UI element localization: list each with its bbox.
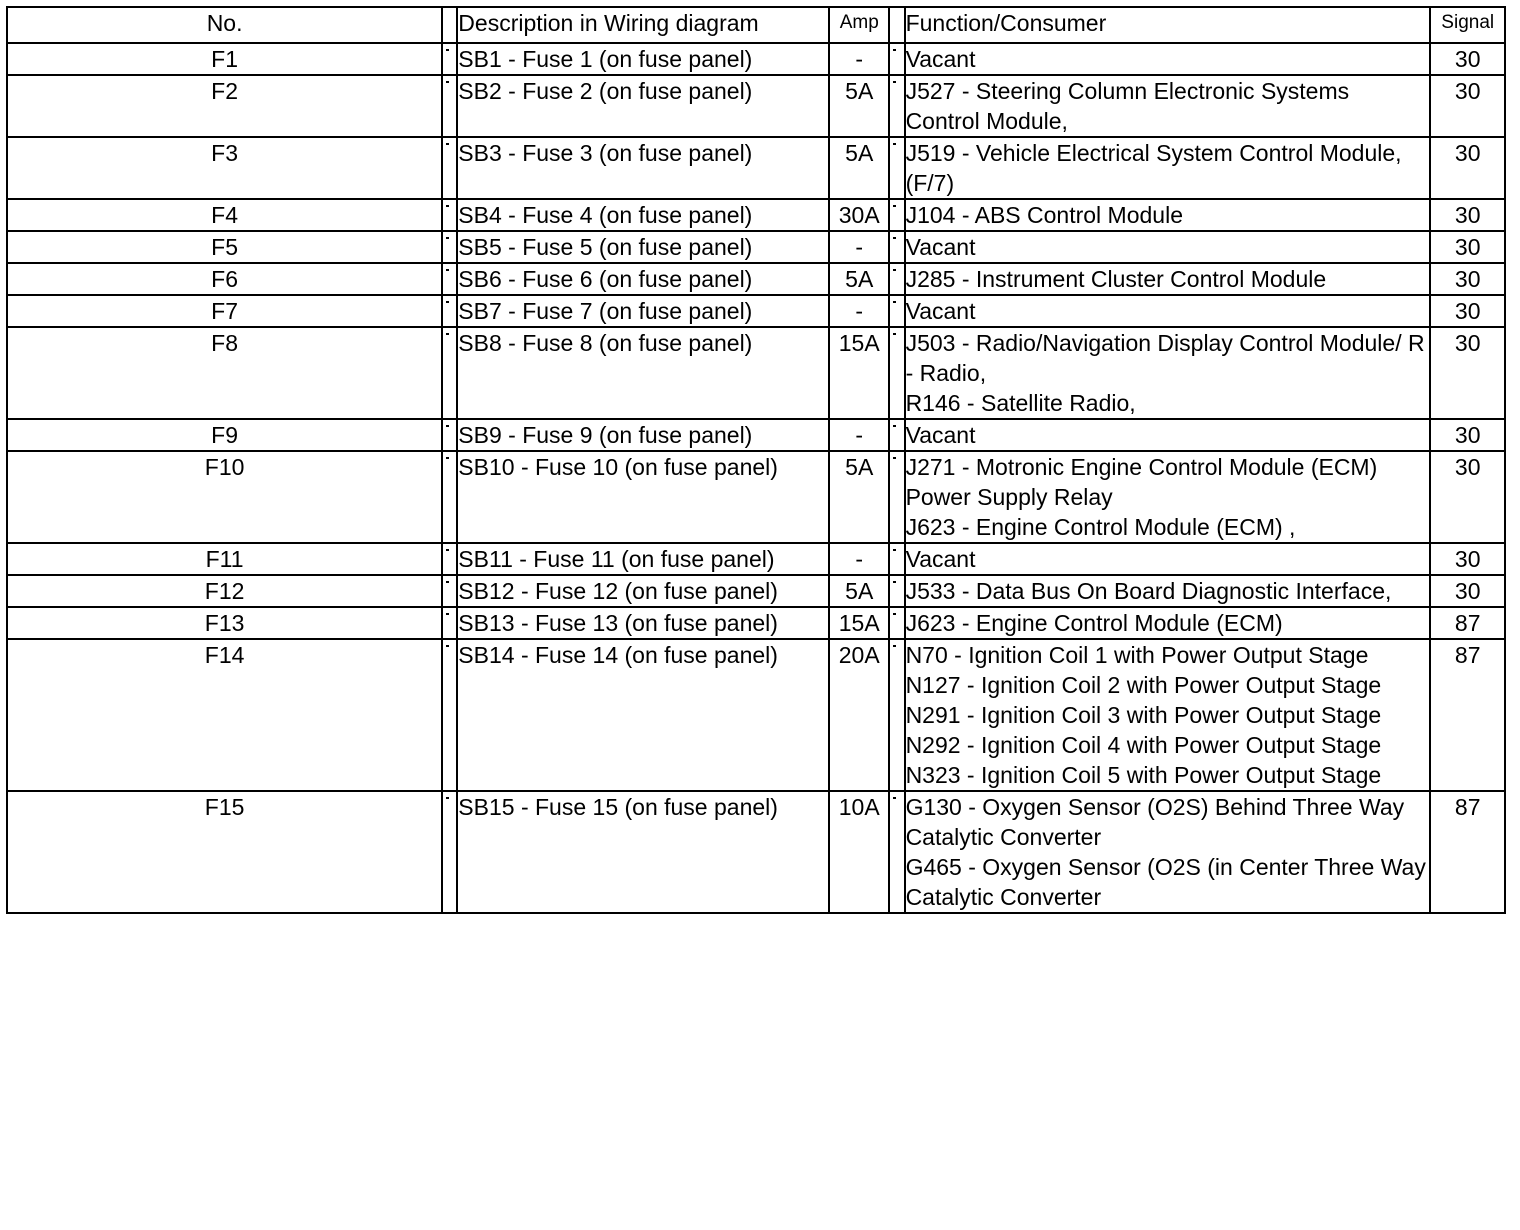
cell-no: F13 <box>7 607 442 639</box>
cell-description: SB3 - Fuse 3 (on fuse panel) <box>457 137 829 199</box>
tick-mark <box>893 645 896 647</box>
cell-signal: 30 <box>1430 199 1505 231</box>
table-row <box>7 137 1505 199</box>
cell-function <box>905 43 1431 75</box>
row-spacer <box>442 137 457 199</box>
cell-amp: - <box>829 543 889 575</box>
cell-description: SB5 - Fuse 5 (on fuse panel) <box>457 231 829 263</box>
cell-function <box>905 231 1431 263</box>
cell-no: F6 <box>7 263 442 295</box>
tick-mark <box>893 425 896 427</box>
tick-mark <box>893 457 896 459</box>
cell-function <box>905 263 1431 295</box>
cell-description: SB9 - Fuse 9 (on fuse panel) <box>457 419 829 451</box>
table-row <box>7 263 1505 295</box>
tick-mark <box>446 49 449 51</box>
cell-signal: 87 <box>1430 607 1505 639</box>
cell-description: SB7 - Fuse 7 (on fuse panel) <box>457 295 829 327</box>
row-spacer <box>442 575 457 607</box>
cell-description: SB11 - Fuse 11 (on fuse panel) <box>457 543 829 575</box>
cell-signal: 30 <box>1430 263 1505 295</box>
function-line: J503 - Radio/Navigation Display Control Module/ R - Radio, <box>905 330 1425 386</box>
row-spacer <box>889 791 904 913</box>
cell-no: F7 <box>7 295 442 327</box>
tick-mark <box>893 797 896 799</box>
cell-no: F15 <box>7 791 442 913</box>
function-line: Vacant <box>905 234 976 260</box>
row-spacer <box>442 43 457 75</box>
tick-mark <box>446 143 449 145</box>
tick-mark <box>893 269 896 271</box>
table-row <box>7 575 1505 607</box>
cell-signal: 87 <box>1430 791 1505 913</box>
fuse-table <box>6 6 1506 914</box>
cell-function <box>905 639 1431 791</box>
cell-signal: 30 <box>1430 543 1505 575</box>
row-spacer <box>889 75 904 137</box>
table-row <box>7 607 1505 639</box>
header-signal: Signal <box>1430 7 1505 43</box>
cell-description: SB15 - Fuse 15 (on fuse panel) <box>457 791 829 913</box>
row-spacer <box>889 43 904 75</box>
function-line: J623 - Engine Control Module (ECM) , <box>905 514 1296 540</box>
cell-amp: - <box>829 419 889 451</box>
cell-no: F5 <box>7 231 442 263</box>
tick-mark <box>893 333 896 335</box>
cell-description: SB1 - Fuse 1 (on fuse panel) <box>457 43 829 75</box>
function-line: Vacant <box>905 46 976 72</box>
row-spacer <box>889 263 904 295</box>
cell-no: F4 <box>7 199 442 231</box>
cell-signal: 87 <box>1430 639 1505 791</box>
cell-no: F1 <box>7 43 442 75</box>
tick-mark <box>446 613 449 615</box>
tick-mark <box>893 613 896 615</box>
cell-function <box>905 137 1431 199</box>
cell-amp: 15A <box>829 607 889 639</box>
function-line: N291 - Ignition Coil 3 with Power Output Stage <box>905 702 1382 728</box>
function-line: J623 - Engine Control Module (ECM) <box>905 610 1283 636</box>
function-line: Vacant <box>905 546 976 572</box>
row-spacer <box>442 75 457 137</box>
row-spacer <box>442 263 457 295</box>
row-spacer <box>442 419 457 451</box>
cell-description: SB4 - Fuse 4 (on fuse panel) <box>457 199 829 231</box>
header-no: No. <box>7 7 442 43</box>
tick-mark <box>893 581 896 583</box>
cell-signal: 30 <box>1430 575 1505 607</box>
cell-signal: 30 <box>1430 75 1505 137</box>
table-row <box>7 451 1505 543</box>
function-line: J519 - Vehicle Electrical System Control Module, (F/7) <box>905 140 1402 196</box>
row-spacer <box>889 295 904 327</box>
cell-description: SB6 - Fuse 6 (on fuse panel) <box>457 263 829 295</box>
tick-mark <box>446 549 449 551</box>
function-line: J533 - Data Bus On Board Diagnostic Interface, <box>905 578 1392 604</box>
tick-mark <box>893 549 896 551</box>
row-spacer <box>442 327 457 419</box>
cell-no: F11 <box>7 543 442 575</box>
cell-signal: 30 <box>1430 231 1505 263</box>
cell-function <box>905 199 1431 231</box>
tick-mark <box>446 81 449 83</box>
function-line: N70 - Ignition Coil 1 with Power Output Stage <box>905 642 1369 668</box>
tick-mark <box>446 645 449 647</box>
tick-mark <box>893 237 896 239</box>
row-spacer <box>889 327 904 419</box>
cell-amp: - <box>829 231 889 263</box>
row-spacer <box>889 575 904 607</box>
cell-amp: 15A <box>829 327 889 419</box>
row-spacer <box>442 607 457 639</box>
cell-signal: 30 <box>1430 43 1505 75</box>
cell-amp: 5A <box>829 575 889 607</box>
cell-function <box>905 575 1431 607</box>
cell-description: SB13 - Fuse 13 (on fuse panel) <box>457 607 829 639</box>
tick-mark <box>446 237 449 239</box>
cell-no: F3 <box>7 137 442 199</box>
cell-description: SB10 - Fuse 10 (on fuse panel) <box>457 451 829 543</box>
table-row <box>7 43 1505 75</box>
cell-description: SB8 - Fuse 8 (on fuse panel) <box>457 327 829 419</box>
cell-function <box>905 543 1431 575</box>
function-line: G130 - Oxygen Sensor (O2S) Behind Three Way Catalytic Converter <box>905 794 1405 850</box>
tick-mark <box>446 797 449 799</box>
tick-mark <box>446 581 449 583</box>
tick-mark <box>893 49 896 51</box>
table-row <box>7 327 1505 419</box>
function-line: N292 - Ignition Coil 4 with Power Output Stage <box>905 732 1382 758</box>
header-spacer <box>889 7 904 43</box>
cell-description: SB2 - Fuse 2 (on fuse panel) <box>457 75 829 137</box>
cell-function <box>905 75 1431 137</box>
table-row <box>7 639 1505 791</box>
tick-mark <box>446 425 449 427</box>
function-line: J527 - Steering Column Electronic Systems Control Module, <box>905 78 1350 134</box>
tick-mark <box>446 205 449 207</box>
table-header-row <box>7 7 1505 43</box>
cell-amp: 5A <box>829 263 889 295</box>
function-line: Vacant <box>905 422 976 448</box>
function-line: G465 - Oxygen Sensor (O2S (in Center Three Way Catalytic Converter <box>905 854 1426 910</box>
function-line: J285 - Instrument Cluster Control Module <box>905 266 1327 292</box>
function-line: J104 - ABS Control Module <box>905 202 1183 228</box>
cell-amp: 5A <box>829 451 889 543</box>
cell-amp: 30A <box>829 199 889 231</box>
header-description: Description in Wiring diagram <box>457 7 829 43</box>
cell-function <box>905 295 1431 327</box>
cell-function <box>905 607 1431 639</box>
table-row <box>7 419 1505 451</box>
cell-amp: - <box>829 43 889 75</box>
cell-amp: 5A <box>829 75 889 137</box>
tick-mark <box>893 81 896 83</box>
tick-mark <box>446 457 449 459</box>
tick-mark <box>893 301 896 303</box>
function-line: N323 - Ignition Coil 5 with Power Output Stage <box>905 762 1382 788</box>
row-spacer <box>442 199 457 231</box>
table-row <box>7 791 1505 913</box>
function-line: R146 - Satellite Radio, <box>905 390 1136 416</box>
row-spacer <box>889 607 904 639</box>
row-spacer <box>442 231 457 263</box>
row-spacer <box>442 295 457 327</box>
cell-amp: 20A <box>829 639 889 791</box>
row-spacer <box>889 137 904 199</box>
row-spacer <box>442 451 457 543</box>
tick-mark <box>446 269 449 271</box>
cell-description: SB12 - Fuse 12 (on fuse panel) <box>457 575 829 607</box>
cell-function <box>905 327 1431 419</box>
header-function: Function/Consumer <box>905 7 1431 43</box>
row-spacer <box>889 231 904 263</box>
fuse-table-container <box>6 6 1506 914</box>
table-row <box>7 543 1505 575</box>
header-spacer <box>442 7 457 43</box>
row-spacer <box>442 791 457 913</box>
cell-no: F9 <box>7 419 442 451</box>
tick-mark <box>446 333 449 335</box>
row-spacer <box>889 419 904 451</box>
tick-mark <box>446 301 449 303</box>
function-line: J271 - Motronic Engine Control Module (ECM) Power Supply Relay <box>905 454 1378 510</box>
cell-function <box>905 419 1431 451</box>
cell-signal: 30 <box>1430 295 1505 327</box>
cell-signal: 30 <box>1430 137 1505 199</box>
header-amp: Amp <box>829 7 889 43</box>
cell-no: F2 <box>7 75 442 137</box>
row-spacer <box>442 543 457 575</box>
cell-no: F14 <box>7 639 442 791</box>
cell-no: F12 <box>7 575 442 607</box>
cell-amp: 5A <box>829 137 889 199</box>
table-row <box>7 75 1505 137</box>
cell-signal: 30 <box>1430 419 1505 451</box>
row-spacer <box>889 199 904 231</box>
cell-signal: 30 <box>1430 451 1505 543</box>
cell-amp: 10A <box>829 791 889 913</box>
row-spacer <box>889 543 904 575</box>
function-line: N127 - Ignition Coil 2 with Power Output Stage <box>905 672 1382 698</box>
function-line: Vacant <box>905 298 976 324</box>
row-spacer <box>889 451 904 543</box>
row-spacer <box>442 639 457 791</box>
cell-description: SB14 - Fuse 14 (on fuse panel) <box>457 639 829 791</box>
tick-mark <box>893 143 896 145</box>
cell-function <box>905 451 1431 543</box>
cell-function <box>905 791 1431 913</box>
cell-no: F8 <box>7 327 442 419</box>
cell-amp: - <box>829 295 889 327</box>
fuse-table-body <box>7 7 1505 913</box>
table-row <box>7 231 1505 263</box>
cell-no: F10 <box>7 451 442 543</box>
table-row <box>7 295 1505 327</box>
row-spacer <box>889 639 904 791</box>
table-row <box>7 199 1505 231</box>
cell-signal: 30 <box>1430 327 1505 419</box>
tick-mark <box>893 205 896 207</box>
